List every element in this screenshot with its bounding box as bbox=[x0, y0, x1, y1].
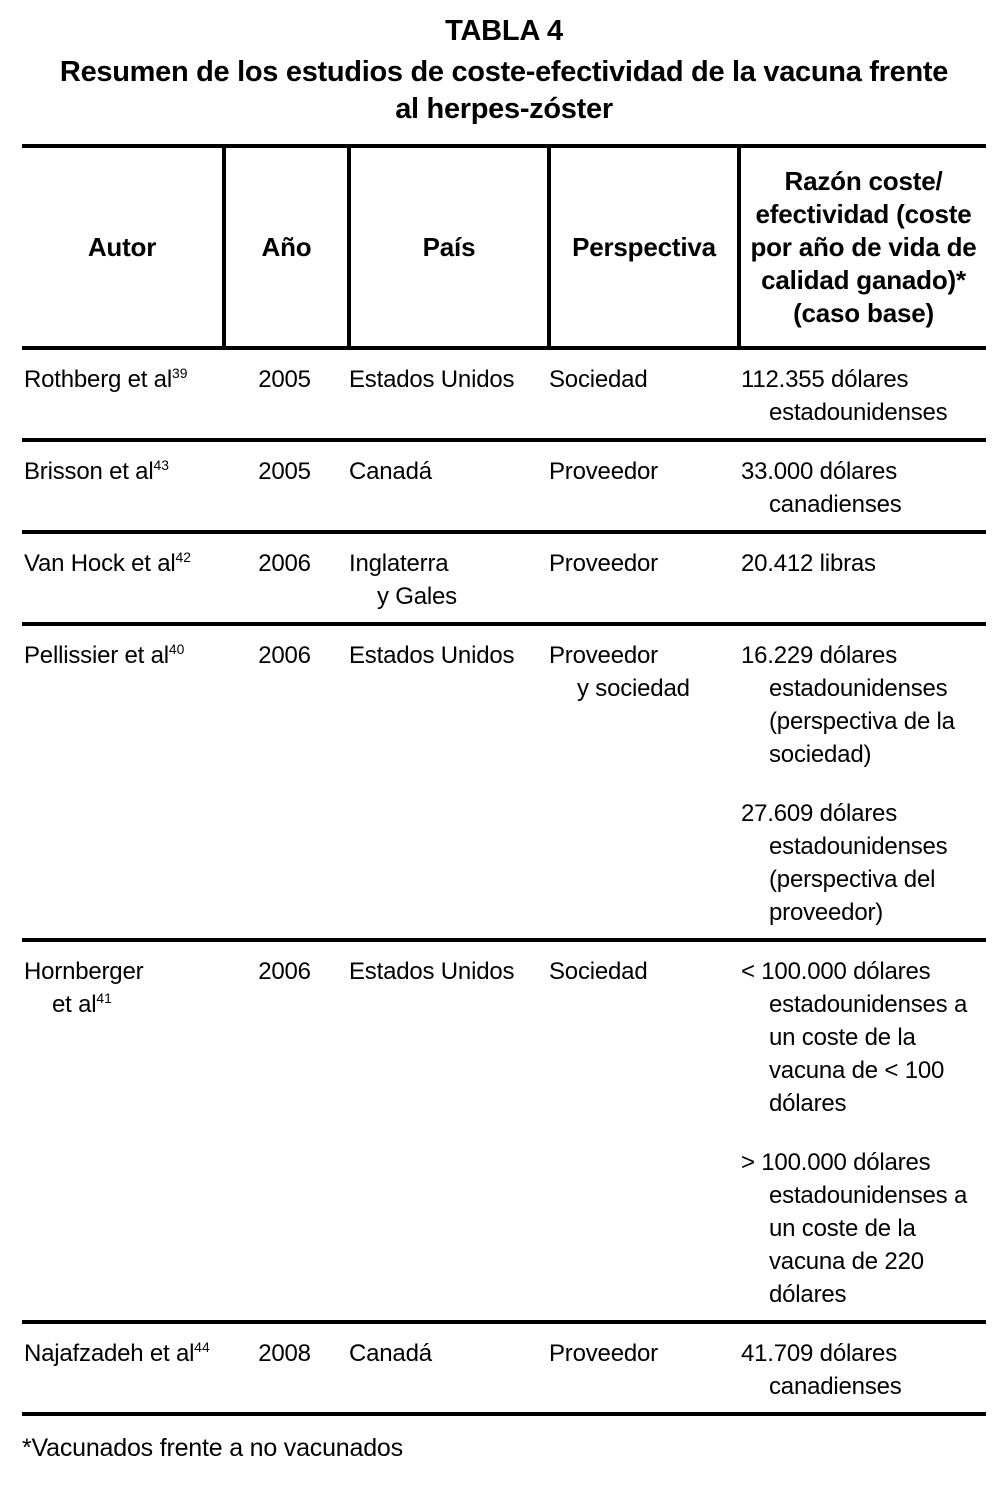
cell-pais: Estados Unidos bbox=[349, 642, 515, 669]
table-row bbox=[22, 1324, 986, 1416]
cell-ano: 2008 bbox=[258, 1340, 311, 1367]
cell-perspectiva: Sociedad bbox=[549, 958, 648, 985]
cell-perspectiva: Sociedad bbox=[549, 366, 648, 393]
razon-header-line: calidad ganado)* bbox=[761, 264, 966, 295]
table-row bbox=[22, 350, 986, 442]
table-row bbox=[22, 534, 986, 626]
cell-autor bbox=[22, 1324, 222, 1412]
column-header-perspectiva: Perspectiva bbox=[547, 148, 737, 346]
column-header-razon bbox=[737, 148, 986, 346]
cell-autor bbox=[22, 942, 222, 1320]
table-row bbox=[22, 626, 986, 942]
citation-ref: 44 bbox=[194, 1339, 210, 1355]
cost-value-paragraph: 27.609 dólares estadounidenses (perspectiva del proveedor) bbox=[741, 800, 948, 926]
cell-razon bbox=[737, 1324, 986, 1412]
cell-ano: 2006 bbox=[258, 550, 311, 577]
citation-ref: 40 bbox=[168, 641, 185, 657]
cell-ano: 2005 bbox=[258, 458, 311, 485]
table-row bbox=[22, 942, 986, 1324]
table-footnote: *Vacunados frente a no vacunados bbox=[22, 1434, 403, 1462]
citation-ref: 41 bbox=[96, 990, 112, 1006]
cell-razon bbox=[737, 942, 986, 1320]
cell-razon bbox=[737, 534, 986, 622]
cell-razon bbox=[737, 350, 986, 438]
cost-value-paragraph: 41.709 dólares canadienses bbox=[741, 1340, 902, 1400]
cell-pais: Canadá bbox=[349, 1340, 432, 1367]
cost-value-paragraph: 20.412 libras bbox=[741, 550, 876, 577]
cost-value-paragraph: > 100.000 dólares estadounidenses a un coste de la vacuna de 220 dólares bbox=[741, 1149, 968, 1308]
cell-pais: Canadá bbox=[349, 458, 432, 485]
column-header-ano: Año bbox=[222, 148, 347, 346]
country-name: Inglaterra bbox=[349, 550, 449, 577]
table-row bbox=[22, 442, 986, 534]
column-header-pais: País bbox=[347, 148, 547, 346]
cost-value-paragraph: 16.229 dólares estadounidenses (perspectiva de la sociedad) bbox=[741, 642, 955, 768]
cell-autor bbox=[22, 534, 222, 622]
razon-header-line: por año de vida de bbox=[750, 231, 977, 262]
author-name-continued: et al bbox=[52, 991, 97, 1018]
caption-line-2: al herpes-zóster bbox=[395, 93, 613, 125]
country-name-line2: y Gales bbox=[377, 583, 457, 610]
author-name: Van Hock et al bbox=[24, 550, 176, 577]
cell-razon bbox=[737, 626, 986, 938]
cell-ano: 2005 bbox=[258, 366, 311, 393]
author-name-line2 bbox=[52, 988, 220, 1021]
razon-header-line: (caso base) bbox=[793, 297, 934, 328]
cell-perspectiva: Proveedor bbox=[549, 1340, 658, 1367]
cell-autor bbox=[22, 442, 222, 530]
author-name: Najafzadeh et al bbox=[24, 1340, 195, 1367]
table-header-row bbox=[22, 148, 986, 350]
citation-ref: 39 bbox=[171, 365, 188, 381]
cell-pais bbox=[347, 534, 547, 622]
cell-razon bbox=[737, 442, 986, 530]
table-number-title: TABLA 4 bbox=[445, 15, 563, 47]
perspective-name: Proveedor bbox=[549, 642, 658, 669]
author-name: Pellissier et al bbox=[24, 642, 169, 669]
author-name: Brisson et al bbox=[24, 458, 154, 485]
cell-autor bbox=[22, 350, 222, 438]
cost-value-paragraph: < 100.000 dólares estadounidenses a un coste de la vacuna de < 100 dólares bbox=[741, 958, 968, 1117]
cost-effectiveness-table bbox=[22, 144, 986, 1416]
table-caption bbox=[0, 54, 1008, 128]
caption-line-1: Resumen de los estudios de coste-efectividad de la vacuna frente bbox=[59, 56, 949, 88]
cell-pais: Estados Unidos bbox=[349, 958, 515, 985]
cell-perspectiva bbox=[547, 626, 737, 938]
cell-perspectiva: Proveedor bbox=[549, 550, 658, 577]
citation-ref: 43 bbox=[153, 457, 169, 473]
razon-header-line: Razón coste/ bbox=[784, 165, 943, 196]
column-header-autor: Autor bbox=[87, 231, 157, 262]
cell-pais: Estados Unidos bbox=[349, 366, 515, 393]
cell-ano: 2006 bbox=[258, 958, 311, 985]
cell-ano: 2006 bbox=[258, 642, 311, 669]
citation-ref: 42 bbox=[175, 549, 191, 565]
cell-perspectiva: Proveedor bbox=[549, 458, 658, 485]
razon-header-line: efectividad (coste bbox=[755, 198, 972, 229]
table-title-block bbox=[0, 0, 1008, 128]
perspective-name-line2: y sociedad bbox=[577, 675, 690, 702]
author-name: Rothberg et al bbox=[24, 366, 172, 393]
author-name: Hornberger bbox=[24, 958, 144, 985]
cost-value-paragraph: 33.000 dólares canadienses bbox=[741, 458, 902, 518]
cell-autor bbox=[22, 626, 222, 938]
cost-value-paragraph: 112.355 dólares estadounidenses bbox=[741, 366, 948, 426]
